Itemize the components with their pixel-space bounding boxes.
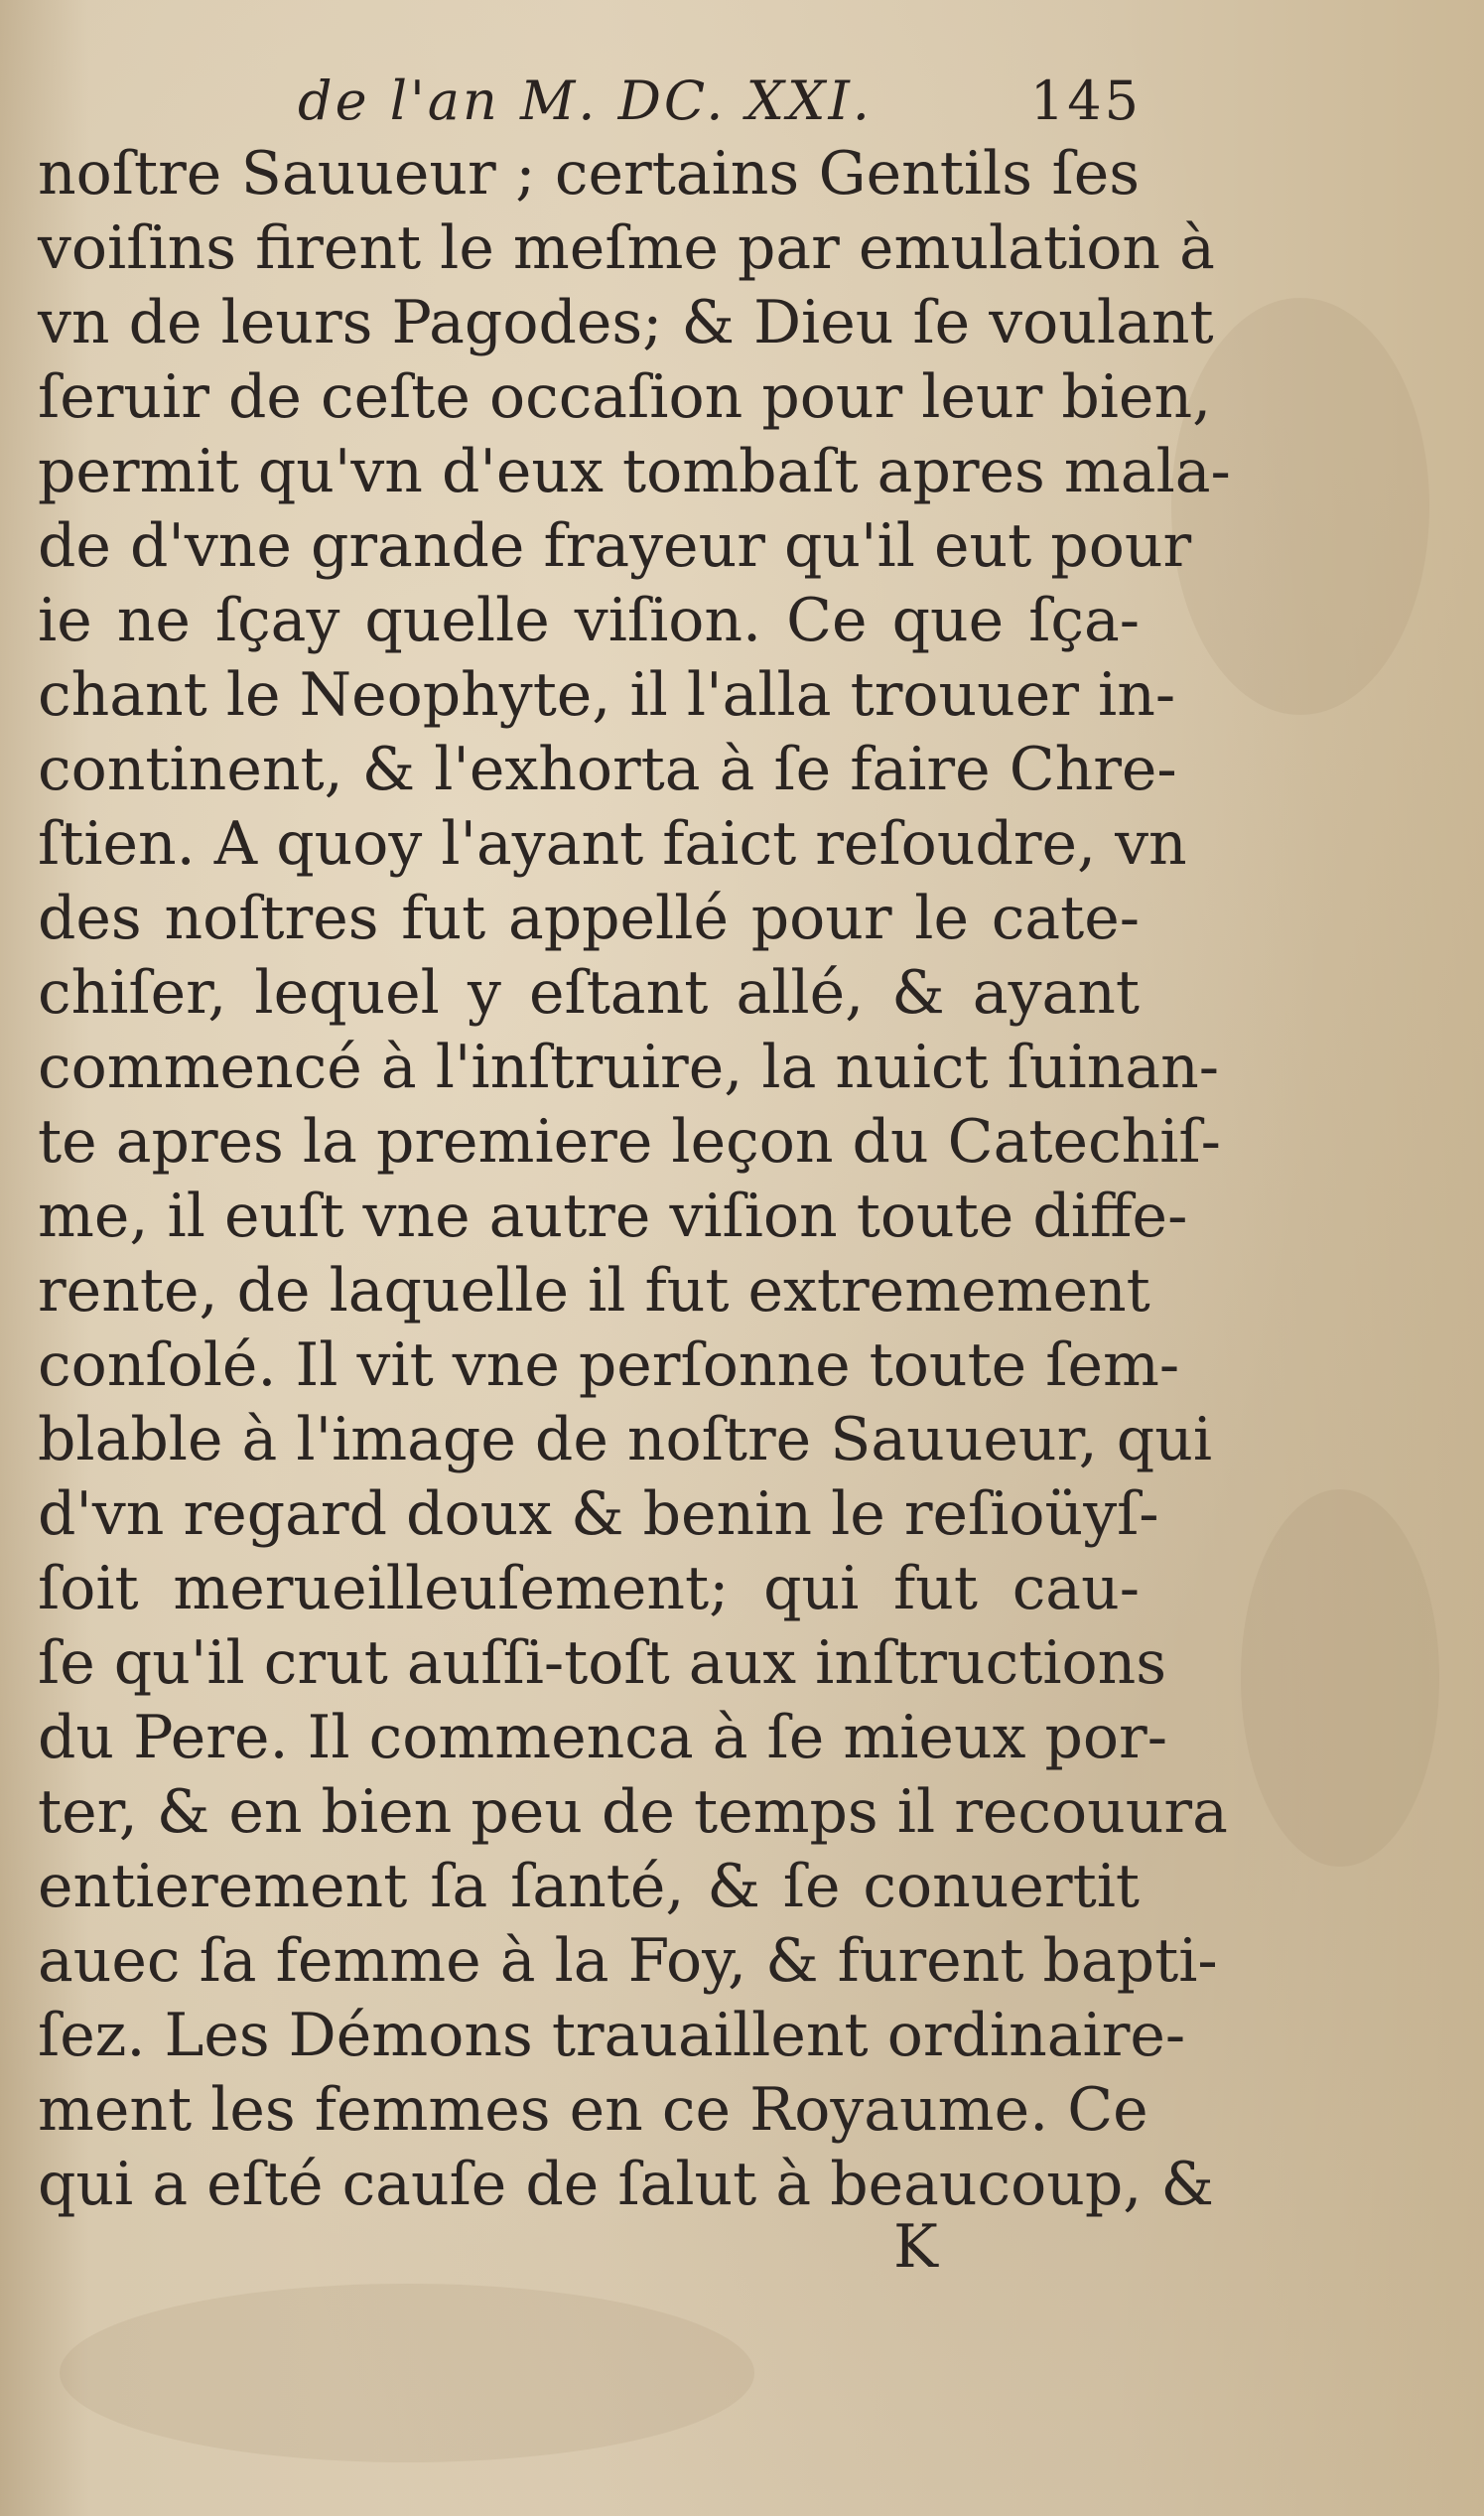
text-line: du Pere. Il commenca à ſe mieux por-	[38, 1703, 1167, 1772]
paper-stain	[60, 2284, 754, 2462]
text-line: ſeruir de ceſte occaſion pour leur bien,	[38, 362, 1212, 432]
paper-stain	[1241, 1489, 1439, 1867]
body-text	[38, 137, 1231, 2222]
text-line: de d'vne grande frayeur qu'il eut pour	[38, 511, 1192, 581]
text-line: ſtien. A quoy l'ayant faict reſoudre, vn	[38, 809, 1187, 879]
text-line: ſoit merueilleuſement; qui fut cau-	[38, 1554, 1140, 1623]
page-header	[298, 62, 1142, 141]
text-line: permit qu'vn d'eux tombaſt apres mala-	[38, 437, 1231, 506]
text-line: entierement ſa ſanté, & ſe conuertit	[38, 1852, 1140, 1921]
text-line: auec ſa femme à la Foy, & furent bapti-	[38, 1926, 1218, 1996]
text-line: blable à l'image de noſtre Sauueur, qui	[38, 1405, 1213, 1474]
text-line: ment les femmes en ce Royaume. Ce	[38, 2075, 1148, 2145]
text-line: rente, de laquelle il fut extremement	[38, 1256, 1150, 1326]
text-line: me, il euſt vne autre viſion toute diffe-	[38, 1182, 1188, 1251]
signature-mark: K	[893, 2212, 938, 2282]
text-line: vn de leurs Pagodes; & Dieu ſe voulant	[38, 288, 1214, 357]
text-line: conſolé. Il vit vne perſonne toute ſem-	[38, 1330, 1180, 1400]
text-line: qui a eſté cauſe de ſalut à beaucoup, &	[38, 2150, 1214, 2219]
text-line: d'vn regard doux & benin le reſioüyſ-	[38, 1479, 1159, 1549]
text-line: chant le Neophyte, il l'alla trouuer in-	[38, 660, 1176, 730]
text-line: ſe qu'il crut auſſi-toſt aux inſtructions	[38, 1628, 1167, 1698]
text-line: ter, & en bien peu de temps il recouura	[38, 1777, 1228, 1847]
text-line: des noſtres fut appellé pour le cate-	[38, 884, 1140, 953]
text-line: te apres la premiere leçon du Catechiſ-	[38, 1107, 1221, 1177]
text-line: commencé à l'inſtruire, la nuict ſuinan-	[38, 1033, 1220, 1102]
paper-stain	[1171, 298, 1429, 715]
text-line: chiſer, lequel y eſtant allé, & ayant	[38, 958, 1140, 1028]
text-line: continent, & l'exhorta à ſe faire Chre-	[38, 735, 1177, 804]
page-number: 145	[1029, 70, 1142, 132]
text-line: ie ne ſçay quelle viſion. Ce que ſça-	[38, 586, 1140, 655]
text-line: voiſins firent le meſme par emulation à	[38, 213, 1215, 283]
text-line: noſtre Sauueur ; certains Gentils ſes	[38, 139, 1140, 209]
running-title: de l'an M. DC. XXI.	[298, 70, 873, 132]
text-line: ſez. Les Démons trauaillent ordinaire-	[38, 2001, 1186, 2070]
